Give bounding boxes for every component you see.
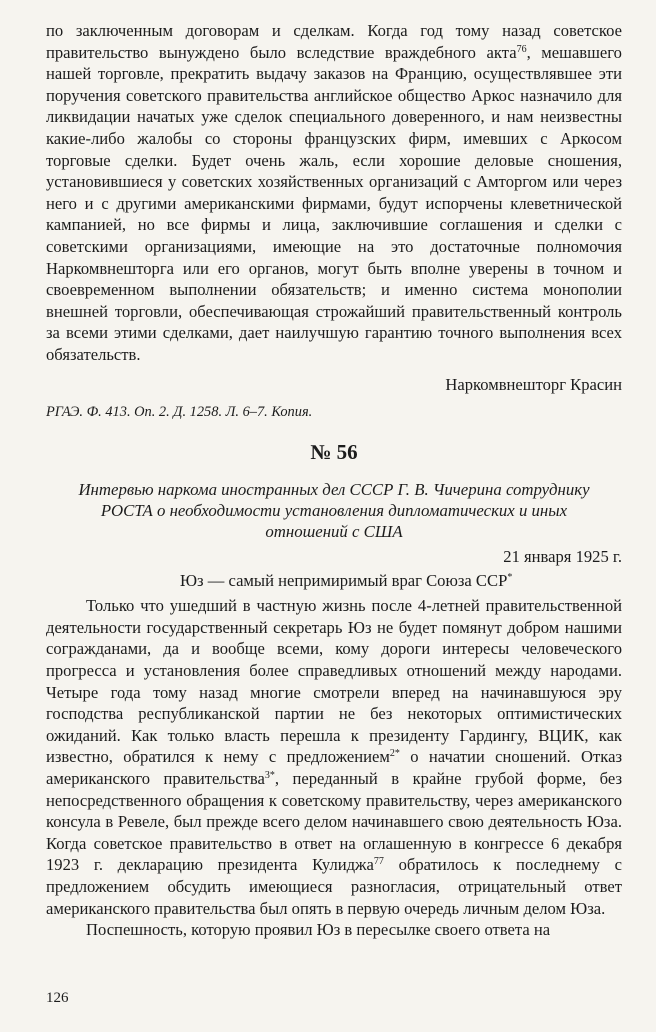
paragraph-text: по заключенным договорам и сделкам. Когда год тому назад советское правительство вынуждено было вследствие враждебного акта xyxy=(46,21,622,62)
paragraph-text: о начатии сношений. Отказ американского правительства xyxy=(46,747,622,789)
document-date: 21 января 1925 г. xyxy=(503,547,622,567)
signature: Наркомвнешторг Красин xyxy=(445,374,622,394)
paragraph-text: , переданный в крайне грубой форме, без непосредственного обращения к советскому правительству, через американского консула в Ревеле, был прежде всего делом начинавшего свою деятельность Юза. Когда советское правительство в ответ на оглашенную в конгрессе 6 декабря 1923 г. декларацию президента Кулиджа xyxy=(46,769,622,875)
continuation-paragraph xyxy=(46,20,622,366)
document-title: Интервью наркома иностранных дел СССР Г. В. Чичерина сотруднику РОСТА о необходимости установления дипломатических и иных отношений с США xyxy=(78,480,590,542)
footnote-ref-star: * xyxy=(507,571,513,583)
subtitle-text: Юз — самый непримиримый враг Союза ССР xyxy=(180,570,508,590)
document-subtitle xyxy=(46,570,622,592)
archive-source: РГАЭ. Ф. 413. Оп. 2. Д. 1258. Л. 6–7. Копия. xyxy=(46,404,313,421)
footnote-ref-77: 77 xyxy=(373,856,384,868)
document-number: № 56 xyxy=(310,440,358,465)
footnote-ref-2: 2* xyxy=(389,748,400,760)
paragraph-text: Только что ушедший в частную жизнь после 4-летней правительственной деятельности государственный секретарь Юз не будет помянут добром нашими согражданами, да и вообще всеми, кому дороги интересы человеческого прогресса и установления более справедливых отношений между народами. Четыре года тому назад многие смотрели вперед на начинавшуюся эру господства республиканской партии не без некоторых оптимистических ожиданий. Как только власть перешла к президенту Гардингу, ВЦИК, как известно, обратился к нему с предложением xyxy=(46,596,622,767)
body-paragraph-1 xyxy=(46,595,622,919)
page-number: 126 xyxy=(46,990,69,1006)
footnote-ref-3: 3* xyxy=(264,770,275,782)
paragraph-text: , мешавшего нашей торговле, прекратить выдачу заказов на Францию, осуществлявшее эти поручения советского правительства английское общество Аркос назначило для ликвидации начатых уже сделок специального доверенного, и нам неизвестны какие-либо жалобы со стороны французских фирм, имевших с Аркосом торговые сделки. Будет очень жаль, если хорошие деловые сношения, установившиеся у советских хозяйственных организаций с Амторгом или через него и с другими американскими фирмами, будут испорчены клеветнической кампанией, но все фирмы и лица, заключившие соглашения и сделки с советскими организациями, имеющие на это достаточные полномочия Наркомвнешторга или его органов, могут быть вполне уверены в точном и своевременном выполнении обязательств; и именно система монополии внешней торговли, обеспечивающая строжайший правительственный контроль за всеми этими сделками, дает наилучшую гарантию точного выполнения всех обязательств. xyxy=(46,42,622,364)
body-paragraph-2: Поспешность, которую проявил Юз в пересылке своего ответа на xyxy=(86,920,551,940)
footnote-ref-76: 76 xyxy=(516,43,527,55)
paragraph-text: обратилось к последнему с предложением обсудить имеющиеся разногласия, отрицательный ответ американского правительства был опять в первую очередь личным делом Юза. xyxy=(46,855,622,918)
